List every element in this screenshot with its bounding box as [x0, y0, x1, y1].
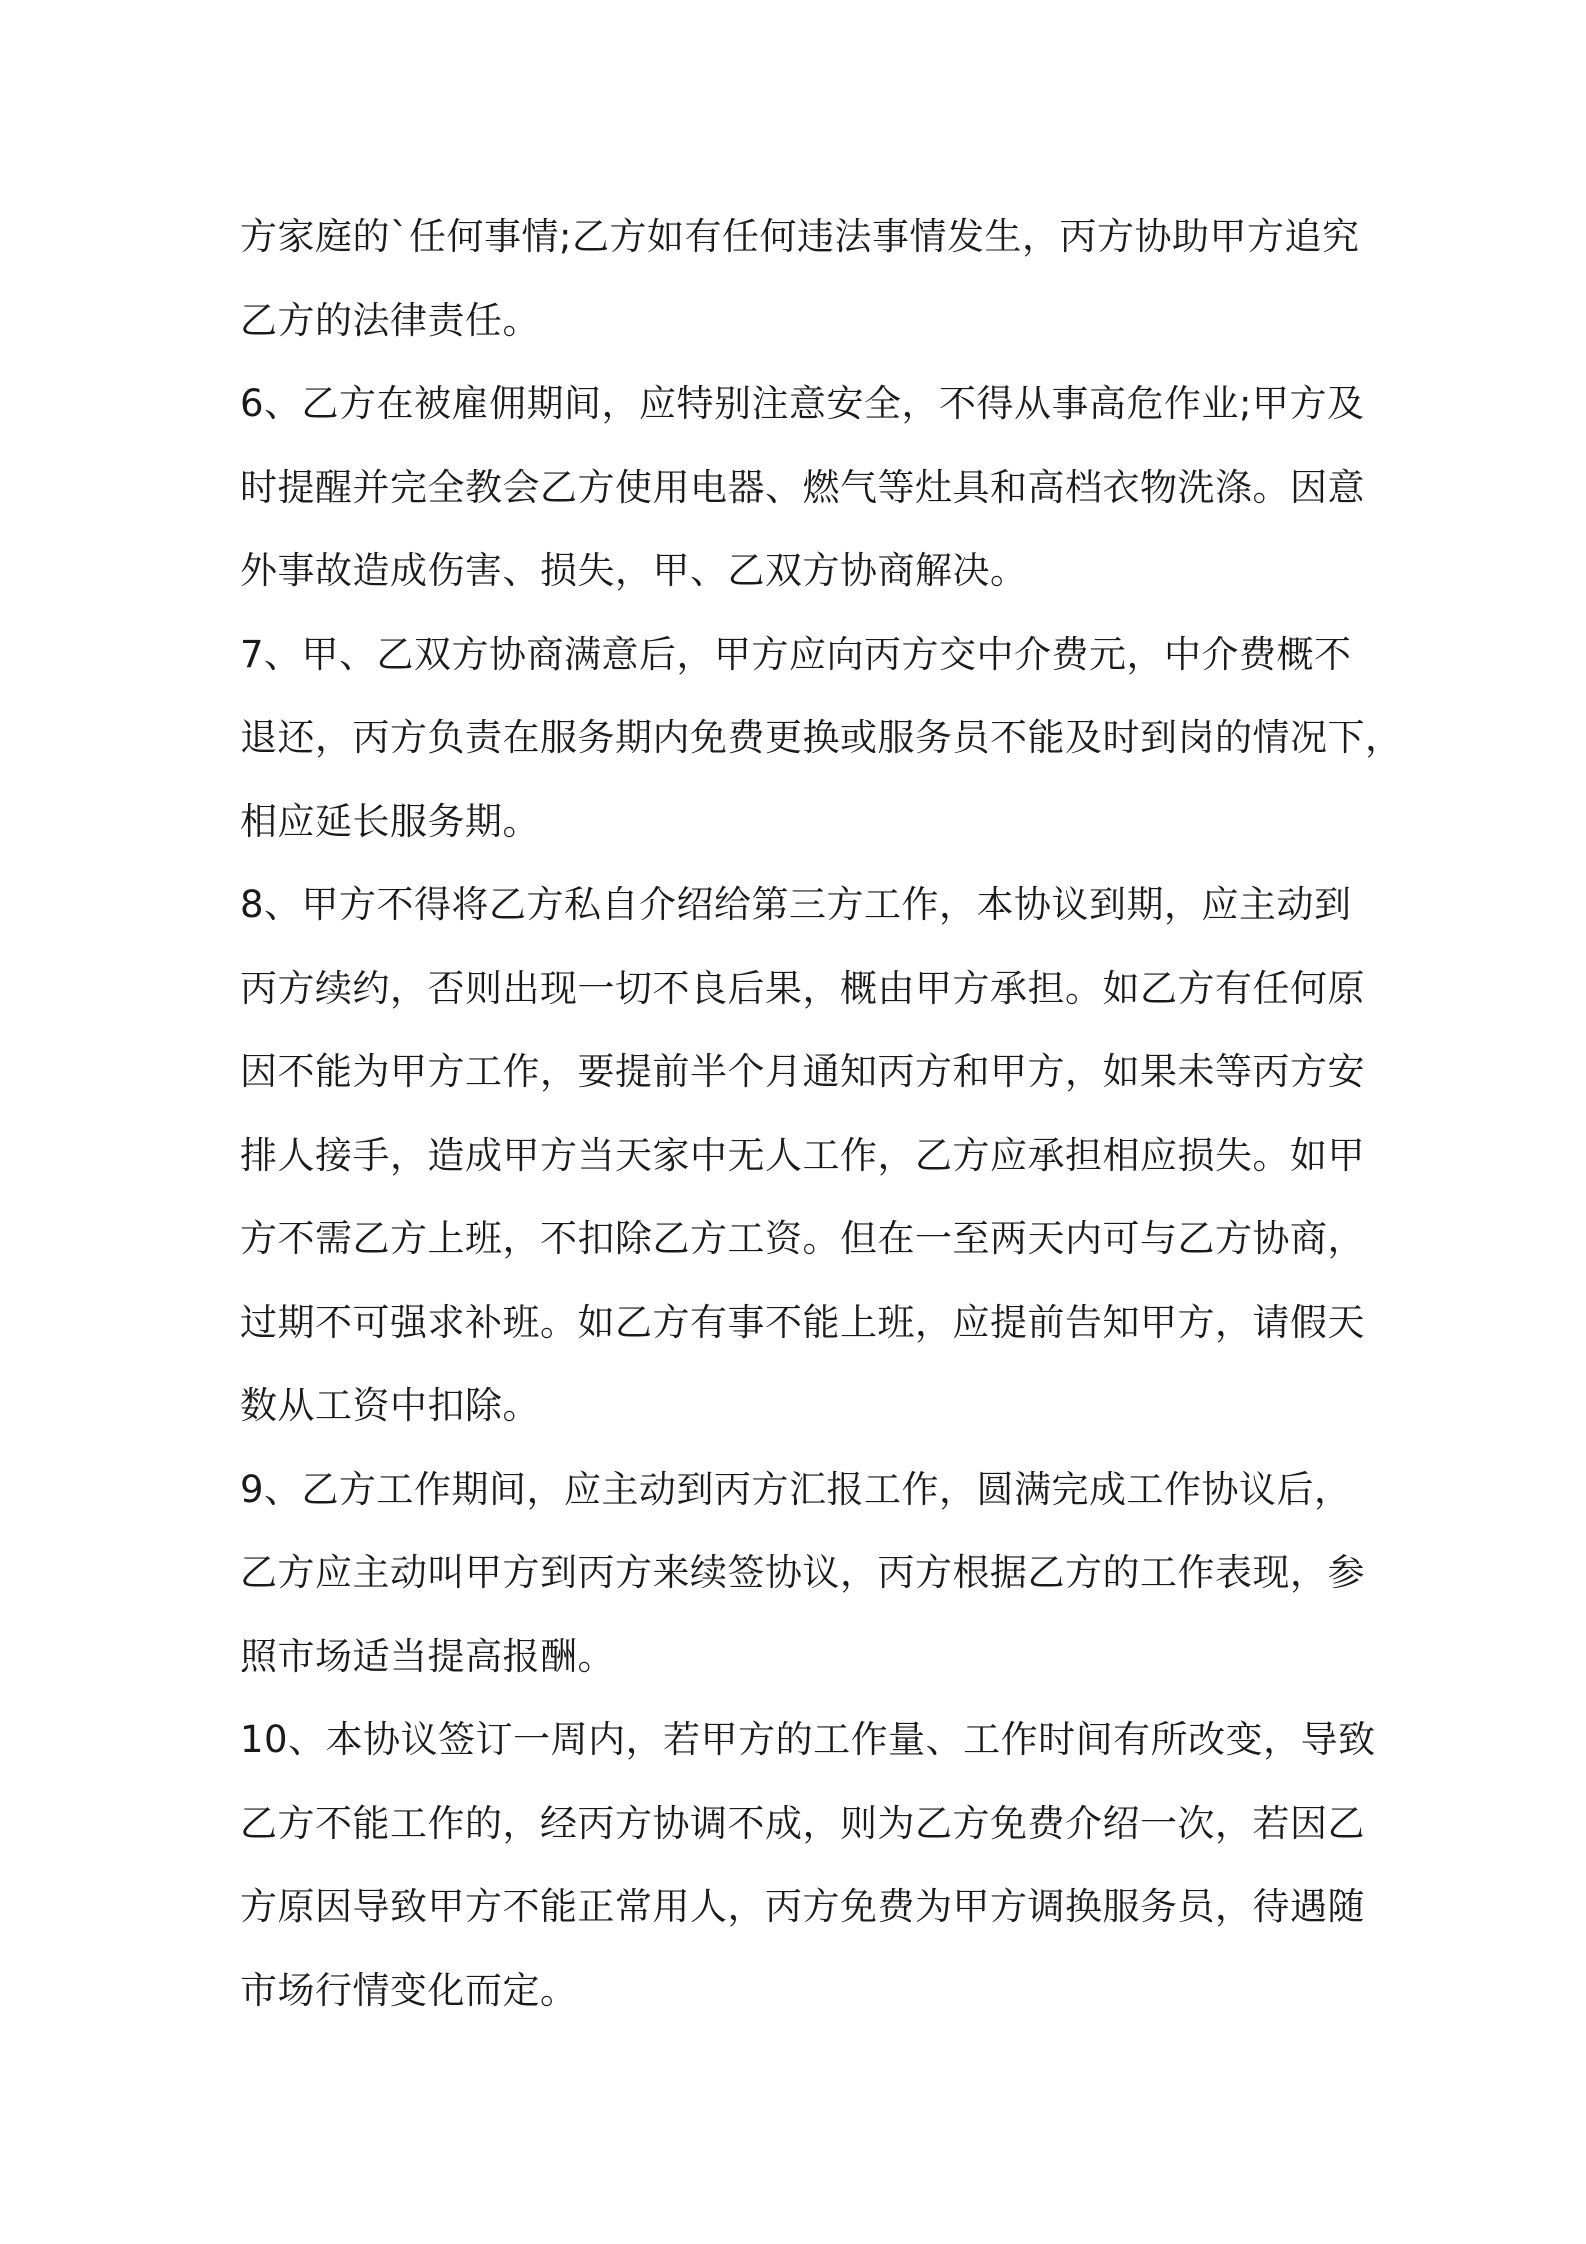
text-line: 退还，丙方负责在服务期内免费更换或服务员不能及时到岗的情况下，	[240, 716, 1403, 759]
text-line: 方原因导致甲方不能正常用人，丙方免费为甲方调换服务员，待遇随	[240, 1885, 1365, 1928]
text-line: 乙方应主动叫甲方到丙方来续签协议，丙方根据乙方的工作表现，参	[240, 1551, 1365, 1594]
text-line: 排人接手，造成甲方当天家中无人工作，乙方应承担相应损失。如甲	[240, 1133, 1365, 1177]
text-line: 10、本协议签订一周内，若甲方的工作量、工作时间有所改变，导致	[240, 1718, 1376, 1761]
text-line: 7、甲、乙双方协商满意后，甲方应向丙方交中介费元，中介费概不	[240, 632, 1352, 676]
text-line: 时提醒并完全教会乙方使用电器、燃气等灶具和高档衣物洗涤。因意	[240, 465, 1365, 509]
text-line: 方家庭的`任何事情;乙方如有任何违法事情发生，丙方协助甲方追究	[240, 215, 1360, 258]
document-body	[240, 195, 1403, 2032]
text-line: 乙方的法律责任。	[240, 298, 540, 342]
text-line: 因不能为甲方工作，要提前半个月通知丙方和甲方，如果未等丙方安	[240, 1050, 1365, 1093]
text-line: 9、乙方工作期间，应主动到丙方汇报工作，圆满完成工作协议后，	[240, 1467, 1352, 1511]
text-line: 市场行情变化而定。	[240, 1968, 578, 2012]
text-line: 乙方不能工作的，经丙方协调不成，则为乙方免费介绍一次，若因乙	[240, 1801, 1365, 1845]
text-line: 丙方续约，否则出现一切不良后果，概由甲方承担。如乙方有任何原	[240, 966, 1365, 1010]
text-line: 6、乙方在被雇佣期间，应特别注意安全，不得从事高危作业;甲方及	[240, 382, 1365, 425]
text-line: 方不需乙方上班，不扣除乙方工资。但在一至两天内可与乙方协商，	[240, 1217, 1365, 1260]
text-line: 过期不可强求补班。如乙方有事不能上班，应提前告知甲方，请假天	[240, 1300, 1365, 1344]
text-line: 数从工资中扣除。	[240, 1384, 540, 1427]
text-line: 相应延长服务期。	[240, 799, 540, 843]
text-line: 外事故造成伤害、损失，甲、乙双方协商解决。	[240, 549, 1028, 592]
text-line: 8、甲方不得将乙方私自介绍给第三方工作，本协议到期，应主动到	[240, 883, 1352, 926]
text-line: 照市场适当提高报酬。	[240, 1634, 615, 1678]
